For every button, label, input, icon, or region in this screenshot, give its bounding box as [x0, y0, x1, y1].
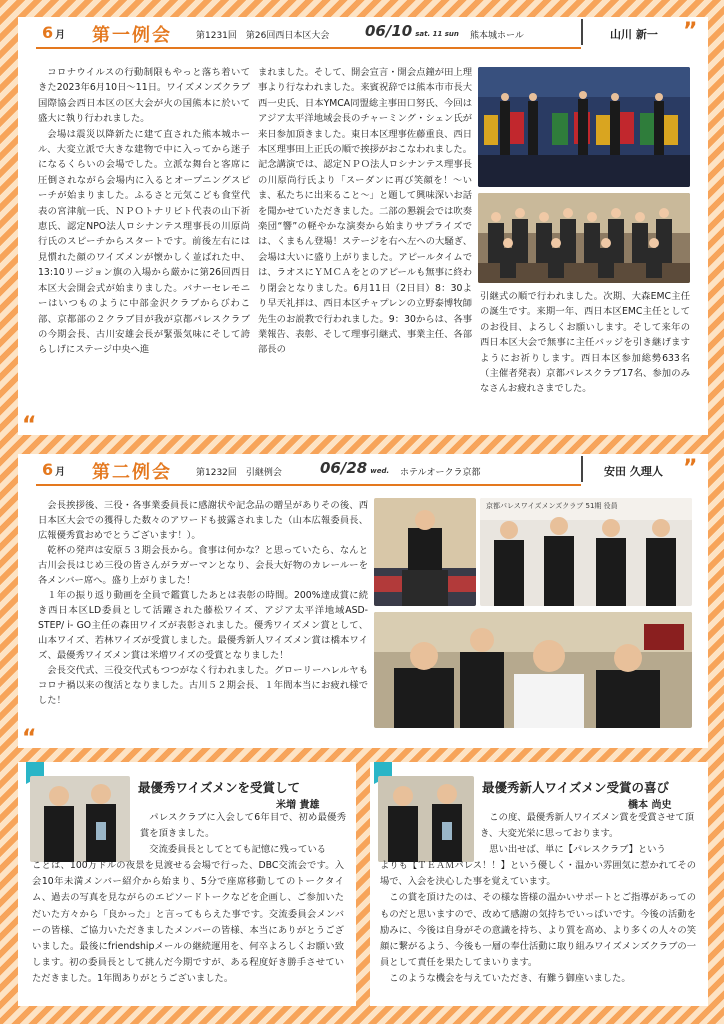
- award2-title: 最優秀新人ワイズメン受賞の喜び: [482, 780, 670, 795]
- celebration-photo: [374, 612, 692, 728]
- meeting2-month: 6 月: [42, 460, 66, 479]
- meeting2-header: [18, 454, 708, 482]
- award2-paragraph: この度、最優秀新人ワイズメン賞を受賞させて頂き、大変光栄に思っております。: [480, 812, 694, 839]
- close-quote-icon: “: [22, 413, 37, 438]
- award2-paragraph: このような機会を与えていただき、有難う御座いました。: [389, 973, 631, 985]
- meeting1-title: 第一例会: [92, 25, 172, 46]
- meeting1-header: [18, 17, 708, 45]
- award1-card: [18, 762, 356, 1006]
- meeting2-paragraph: 会長挨拶後、三役・各事業委員長に感謝状や記念品の贈呈がありその後、西日本区大会での獲得した数々のアワードも披露されました（山本広報委員長、広報優秀賞おめでとうございます！）。: [38, 500, 368, 541]
- meeting1-meta: 第1231回 第26回西日本区大会: [196, 31, 330, 41]
- meeting2-venue: ホテルオークラ京都: [400, 468, 481, 478]
- meeting2-body: [38, 498, 368, 708]
- meeting1-date: 06/10 sat. 11 sun: [365, 22, 459, 40]
- award1-title: 最優秀ワイズメンを受賞して: [138, 780, 301, 795]
- meeting1-paragraph: 引継式の順で行われました。次期、大森EMC主任の誕生です。来期一年、西日本区EMC主任としてのお役目、よろしくお願いします。そして来年の西日本区大会で無事に主任バッジを引き継げますようにお祈りします。西日本区参加総勢633名（主催者発表）京都パレスクラブ17名、参加のみなさんお疲れさまでした。: [480, 291, 690, 395]
- meeting2-paragraph: 乾杯の発声は安原５３期会長から。食事は何かな？と思っていたら、なんと古川会長はじめ三役の皆さんがラガーマンとなり、会長大好物のカレールーを各メンバー席へ。盛り上がりました！: [38, 545, 368, 586]
- meeting1-paragraph: 会場は震災以降新たに建て直された熊本城ホール、大変立派で大きな建物で中に入ってから迷子になるくらいの会場でした。立派な舞台と客席に圧倒されながら会場内に入るとオープニングスピーチが始まりました。ふるさと元気こども食堂代表の宮津航一氏、ＮＰＯトナリビト代表の山下祈恵氏、認定NPO法人ロシナンテス理事長の川原尚行氏のスピーチからスタートです。前後左右には見慣れた顔のワイズメンが懐かしく並ばれた中、13:10リージョン旗の入場から厳かに第26回西日本区大会開会式が始まりました。バナーセレモニーはいつものように中部金沢クラブからびわこ部、京都部の２クラブ目が我が京都パレスクラブの今期会長、古川安雄会長が緊張気味にそして誇らしげにステージ中央へ進: [38, 128, 250, 356]
- meeting2-card: [18, 454, 708, 751]
- meeting1-paragraph: コロナウイルスの行動制限もやっと落ち着いてきた2023年6月10日～11日。ワイズメンズクラブ国際協会西日本区の区大会が火の国熊本に於いて盛大に執り行われました。: [38, 67, 250, 125]
- meeting2-separator: [581, 456, 583, 482]
- award1-paragraph: パレスクラブに入会して6年目で、初め最優秀賞を頂きました。: [140, 812, 346, 839]
- award2-body: [380, 858, 696, 988]
- award1-body: [32, 858, 344, 988]
- meeting1-separator: [581, 19, 583, 45]
- award1-name: 米増 貴雄: [276, 800, 320, 811]
- meeting1-column-1: [38, 65, 250, 358]
- open-quote-icon: ”: [683, 19, 698, 44]
- meeting1-venue: 熊本城ホール: [470, 31, 524, 41]
- award2-lead: [480, 810, 694, 858]
- meeting1-month: 6 月: [42, 23, 66, 42]
- close-quote-icon: “: [22, 726, 37, 751]
- award2-card: [370, 762, 708, 1006]
- meeting2-author: 安田 久理人: [604, 465, 663, 478]
- award1-lead: [140, 810, 346, 858]
- award1-paragraph: ことは、100万ドルの夜景を見渡せる会場で行った、DBC交流会です。入会10年未満メンバー紹介から始まり、5分で座席移動してのトークタイム、過去の写真を見ながらのエピソードトークなどを企画し、ご参加いただいた方々から「良かった」と言ってもらえた事です。交流委員会メンバーの皆様、ご協力いただきましたメンバーの皆様、本当にありがとうございました。最後にfriendshipメールの継続運用を、何卒よろしくお願い致します。初の委員長として挑んだ今期ですが、ある程度好き勝手させていただきました。1年間ありがとうございました。: [32, 860, 344, 985]
- meeting1-paragraph: まれました。そして、開会宣言・開会点鐘が田上理事より行なわれました。来賓祝辞では熊本市市長大西一史氏、日本YMCA同盟総主事田口努氏、今回はアジア太平洋地域会長のチャーミング・シェン氏が来日参加頂きました。東日本区理事佐藤重良、西日本区理事田上正氏の順で挨拶がおこなわれました。記念講演では、認定ＮＰＯ法人ロシナンテス理事長の川原尚行氏より「スーダンに再び笑顔を！～いま、私たちに出来ること～」と題して興味深いお話を聞かせていただきました。二部の懇親会では吹奏楽団“響”の軽やかな演奏から始まりサプライズでは、くまもん登場！ステージを右へ左への大騒ぎ、会場は大いに盛り上がりました。アピールタイムでは、ラオスにＹＭＣＡをとのアピールも無事に終わり閉会となりました。6月11日（2日目）8：30より早天礼拝は、西日本区チャプレンの立野泰博牧師先生のお説教で行われました。9：30からは、各事業報告、表彰、そして理事引継式、事業主任、各部部長の: [258, 67, 472, 356]
- officers-cheer-photo: [480, 498, 692, 606]
- meeting1-column-3: [480, 289, 690, 397]
- meeting1-column-2: [258, 65, 472, 358]
- award1-paragraph: 交流委員長としてとても記憶に残っている: [149, 844, 326, 855]
- award2-paragraph: 思い出せば、単に【パレスクラブ】という: [489, 844, 666, 855]
- meeting2-paragraph: １年の振り返り動画を全員で鑑賞したあとは表彰の時間。200%達成賞に続き西日本区LD委員として活躍された藤松ワイズ、アジア太平洋地域ASD-STEP/ i- GO主任の森田ワイズが表彰されました。優秀ワイズメン賞として、山本ワイズ、若林ワイズが受賞しました。最優秀新人ワイズメン賞は橋本ワイズ、最優秀ワイズメン賞は米増ワイズの受賞となりました！: [38, 590, 368, 661]
- open-quote-icon: ”: [683, 456, 698, 481]
- meeting2-title: 第二例会: [92, 462, 172, 483]
- meeting2-paragraph: 会長交代式、三役交代式もつつがなく行われました。グローリーハレルヤもコロナ禍以来の復活となりました。古川５２期会長、１年間本当にお疲れ様でした！: [38, 665, 368, 706]
- award1-photo: [30, 776, 130, 862]
- meeting2-meta: 第1232回 引継例会: [196, 468, 282, 478]
- award2-paragraph: よりも【ＴＥＡＭパレス！！】という優しく・温かい雰囲気に惹かれてその場で、入会を決心した事を覚えています。: [380, 860, 696, 888]
- meeting1-card: [18, 17, 708, 438]
- meeting2-underline: [36, 484, 581, 486]
- meeting2-date: 06/28 wed.: [320, 459, 390, 477]
- meeting1-underline: [36, 47, 581, 49]
- award2-name: 橋本 尚史: [628, 800, 672, 811]
- stage-banner-photo: [478, 67, 690, 187]
- officers-banner-text: 京都パレスワイズメンズクラブ 51期 役員: [486, 502, 618, 510]
- meeting1-author: 山川 新一: [610, 28, 658, 41]
- award2-photo: [378, 776, 474, 862]
- group-photo: [478, 193, 690, 283]
- award2-paragraph: この賞を頂けたのは、その様な皆様の温かいサポートとご指導があってのものだと思いますので、改めて感謝の気持ちでいっぱいです。今後の活動を励みに、今後は自身がその意識を持ち、より質を高め、より多くの人々の笑顔に繋がるよう、今後も一層の奉仕活動に取り組みワイズメンズクラブの一員として責任を果たしてまいります。: [380, 892, 697, 969]
- podium-speech-photo: [374, 498, 476, 606]
